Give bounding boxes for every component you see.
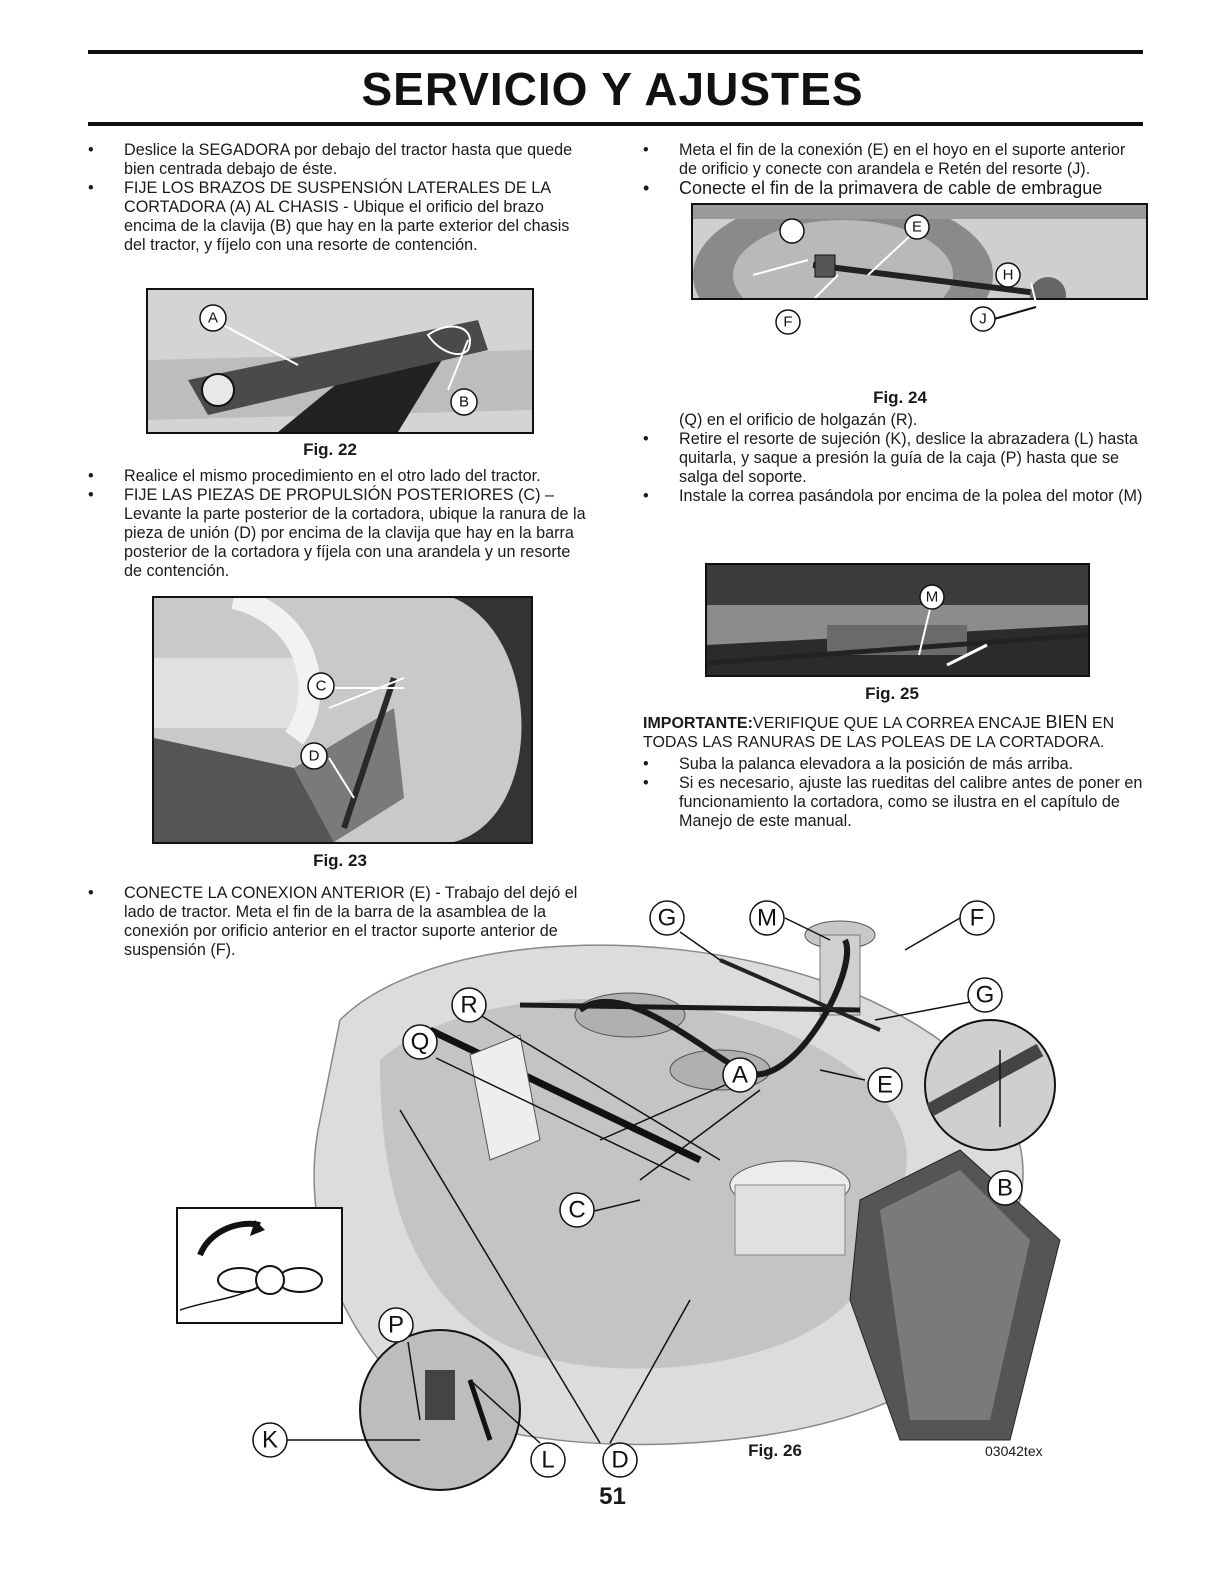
list-item: • Deslice la SEGADORA por debajo del tractor hasta que quede bien centrada debajo de éste. — [88, 141, 573, 178]
right-top-text — [643, 141, 1143, 198]
figure-22-photo — [146, 288, 534, 434]
figure-23-photo — [152, 596, 533, 844]
callout-j-label: J — [979, 310, 987, 328]
callout-d-label: D — [308, 747, 320, 765]
figure-23-caption: Fig. 23 — [313, 851, 367, 870]
page-title: SERVICIO Y AJUSTES — [361, 63, 864, 115]
list-item: • Meta el fin de la conexión (E) en el hoyo en el suporte anterior de orificio y conecte con arandela e Retén del resorte (J). — [643, 141, 1126, 178]
list-item: • Conecte el fin de la primavera de cable de embrague — [643, 178, 1103, 198]
right-mid-text — [643, 411, 1143, 506]
callout-h-label: H — [1002, 266, 1014, 284]
figure-23-drawing — [154, 598, 531, 842]
list-item: • FIJE LAS PIEZAS DE PROPULSIÓN POSTERIORES (C) – Levante la parte posterior de la cortadora, ubique la ranura de la pieza de unión (D) por encima de la clavija que hay en la barra posterior de la cortadora y fíjela con una arandela y un resorte de contención. — [88, 486, 586, 580]
callout-e-label: E — [911, 218, 923, 236]
list-item: • Retire el resorte de sujeción (K), deslice la abrazadera (L) hasta quitarla, y saque a presión la guía de la caja (P) hasta que se salga del soporte. — [643, 430, 1138, 486]
figure-25-caption: Fig. 25 — [865, 684, 919, 703]
callout-c-fig26-label: C — [568, 1196, 586, 1224]
figure-24-h-callout — [988, 255, 1028, 295]
callout-f-label: F — [783, 313, 793, 331]
figure-24-caption: Fig. 24 — [873, 388, 927, 407]
callout-a-fig26-label: A — [731, 1061, 749, 1089]
callout-g-top-label: G — [657, 904, 677, 932]
figure-24-label-layer — [691, 203, 1151, 331]
figure-25-drawing — [707, 565, 1088, 675]
figure-22-drawing — [148, 290, 532, 432]
callout-b-label: B — [458, 393, 470, 411]
top-rule — [88, 50, 1143, 54]
figure-26-caption: Fig. 26 — [748, 1441, 802, 1460]
figure-25-photo — [705, 563, 1090, 677]
list-item: • Si es necesario, ajuste las rueditas del calibre antes de poner en funcionamiento la cortadora, como se ilustra en el capítulo de Manejo de este manual. — [643, 774, 1143, 830]
callout-m-label: M — [925, 588, 939, 606]
list-item: • FIJE LOS BRAZOS DE SUSPENSIÓN LATERALES DE LA CORTADORA (A) AL CHASIS - Ubique el orificio del brazo encima de la clavija (B) que hay en la parte exterior del chasis del tractor, y fíjelo con una resorte de contención. — [88, 179, 570, 254]
callout-l-label: L — [541, 1446, 555, 1474]
callout-f-fig26-label: F — [969, 904, 985, 932]
left-top-text — [88, 141, 588, 255]
figure-22-caption: Fig. 22 — [303, 440, 357, 459]
right-bottom-text — [643, 755, 1143, 831]
callout-d-fig26-label: D — [611, 1446, 629, 1474]
important-note: IMPORTANTE:VERIFIQUE QUE LA CORREA ENCAJE BIEN EN TODAS LAS RANURAS DE LAS POLEAS DE LA CORTADORA. — [643, 712, 1115, 751]
page-number: 51 — [599, 1483, 626, 1510]
callout-e-fig26-label: E — [876, 1071, 894, 1099]
callout-p-label: P — [387, 1311, 405, 1339]
continuation-text: (Q) en el orificio de holgazán (R). — [679, 411, 918, 429]
figure-code: 03042tex — [985, 1443, 1043, 1459]
callout-b-fig26-label: B — [996, 1174, 1014, 1202]
callout-r-label: R — [460, 991, 478, 1019]
list-item: • Suba la palanca elevadora a la posición de más arriba. — [643, 755, 1074, 773]
figure-26-drawing — [0, 880, 1225, 1500]
callout-g-right-label: G — [975, 981, 995, 1009]
list-item: • CONECTE LA CONEXION ANTERIOR (E) - Trabajo del dejó el lado de tractor. Meta el fin de la barra de la asamblea de la conexión por orificio anterior en el tractor suporte anterior de suspensión (F). — [88, 884, 578, 959]
list-item: • Realice el mismo procedimiento en el otro lado del tractor. — [88, 467, 541, 485]
callout-c-label: C — [315, 677, 327, 695]
list-item: • Instale la correa pasándola por encima de la polea del motor (M) — [643, 487, 1143, 505]
title-rule — [88, 122, 1143, 126]
callout-a-label: A — [207, 309, 219, 327]
callout-m-fig26-label: M — [757, 904, 777, 932]
left-mid-text — [88, 467, 588, 581]
callout-q-label: Q — [410, 1028, 430, 1056]
callout-k-label: K — [261, 1426, 279, 1454]
